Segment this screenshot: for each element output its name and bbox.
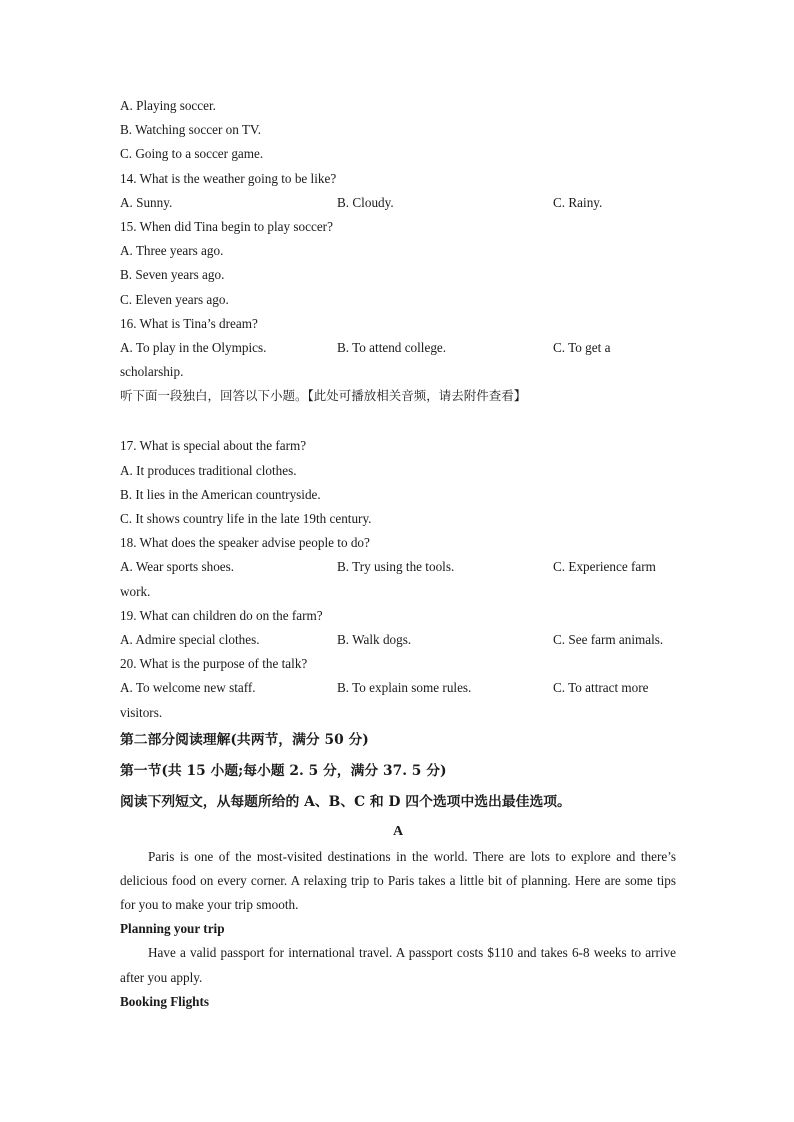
q18-options bbox=[120, 555, 676, 579]
question-16: 16. What is Tina’s dream? bbox=[120, 315, 258, 331]
q15-option-c: C. Eleven years ago. bbox=[120, 291, 229, 307]
q16-option-c-continued: scholarship. bbox=[120, 364, 184, 380]
q18-option-c: C. Experience farm bbox=[553, 559, 656, 575]
q16-option-a: A. To play in the Olympics. bbox=[120, 339, 267, 355]
q15-option-b: B. Seven years ago. bbox=[120, 267, 225, 283]
q20-option-c: C. To attract more bbox=[553, 680, 649, 696]
question-15: 15. When did Tina begin to play soccer? bbox=[120, 218, 333, 234]
q20-option-c-continued: visitors. bbox=[120, 704, 163, 720]
q13-option-b: B. Watching soccer on TV. bbox=[120, 122, 262, 138]
q20-option-a: A. To welcome new staff. bbox=[120, 680, 256, 696]
q13-option-c: C. Going to a soccer game. bbox=[120, 146, 264, 162]
q17-option-b: B. It lies in the American countryside. bbox=[120, 486, 321, 502]
q13-option-a: A. Playing soccer. bbox=[120, 98, 216, 113]
question-14: 14. What is the weather going to be like? bbox=[120, 170, 337, 186]
question-19: 19. What can children do on the farm? bbox=[120, 607, 323, 623]
part-two-heading: 第二部分阅读理解(共两节，满分 50 分) bbox=[120, 731, 369, 748]
listening-instruction: 听下面一段独白，回答以下小题。【此处可播放相关音频，请去附件查看】 bbox=[120, 388, 527, 404]
question-17: 17. What is special about the farm? bbox=[120, 438, 307, 454]
passage-label: A bbox=[392, 823, 404, 839]
q14-option-c: C. Rainy. bbox=[553, 194, 603, 210]
spacer bbox=[120, 408, 676, 434]
passage-intro: Paris is one of the most-visited destinations in the world. There are lots to explore and there’s delicious food on every corner. A relaxing trip to Paris takes a little bit of planning. Here are some tips for you to make your trip smooth. bbox=[120, 848, 676, 913]
q19-option-a: A. Admire special clothes. bbox=[120, 631, 260, 647]
question-18: 18. What does the speaker advise people to do? bbox=[120, 535, 370, 551]
q16-option-c: C. To get a bbox=[553, 339, 611, 355]
q14-option-a: A. Sunny. bbox=[120, 194, 173, 210]
q17-option-c: C. It shows country life in the late 19th century. bbox=[120, 511, 372, 526]
reading-directions: 阅读下列短文，从每题所给的 A、B、C 和 D 四个选项中选出最佳选项。 bbox=[120, 793, 571, 810]
q19-option-c: C. See farm animals. bbox=[553, 631, 664, 647]
q14-options bbox=[120, 191, 676, 215]
q18-option-a: A. Wear sports shoes. bbox=[120, 559, 235, 575]
q14-option-b: B. Cloudy. bbox=[337, 194, 394, 210]
q19-option-b: B. Walk dogs. bbox=[337, 631, 412, 647]
q18-option-c-continued: work. bbox=[120, 583, 151, 599]
q16-option-b: B. To attend college. bbox=[337, 339, 447, 355]
q18-option-b: B. Try using the tools. bbox=[337, 559, 455, 575]
document-page bbox=[120, 94, 676, 1014]
passage-heading-planning: Planning your trip bbox=[120, 921, 225, 937]
q15-option-a: A. Three years ago. bbox=[120, 243, 224, 259]
passage-paragraph-passport: Have a valid passport for international travel. A passport costs $110 and takes 6-8 weeks to arrive after you apply. bbox=[120, 945, 676, 985]
q17-option-a: A. It produces traditional clothes. bbox=[120, 462, 297, 478]
q19-options bbox=[120, 628, 676, 652]
section-one-heading: 第一节(共 15 小题;每小题 2. 5 分，满分 37. 5 分) bbox=[120, 762, 447, 779]
question-20: 20. What is the purpose of the talk? bbox=[120, 656, 308, 672]
q16-options bbox=[120, 336, 676, 360]
q20-option-b: B. To explain some rules. bbox=[337, 680, 472, 696]
passage-heading-flights: Booking Flights bbox=[120, 993, 210, 1009]
q20-options bbox=[120, 676, 676, 700]
